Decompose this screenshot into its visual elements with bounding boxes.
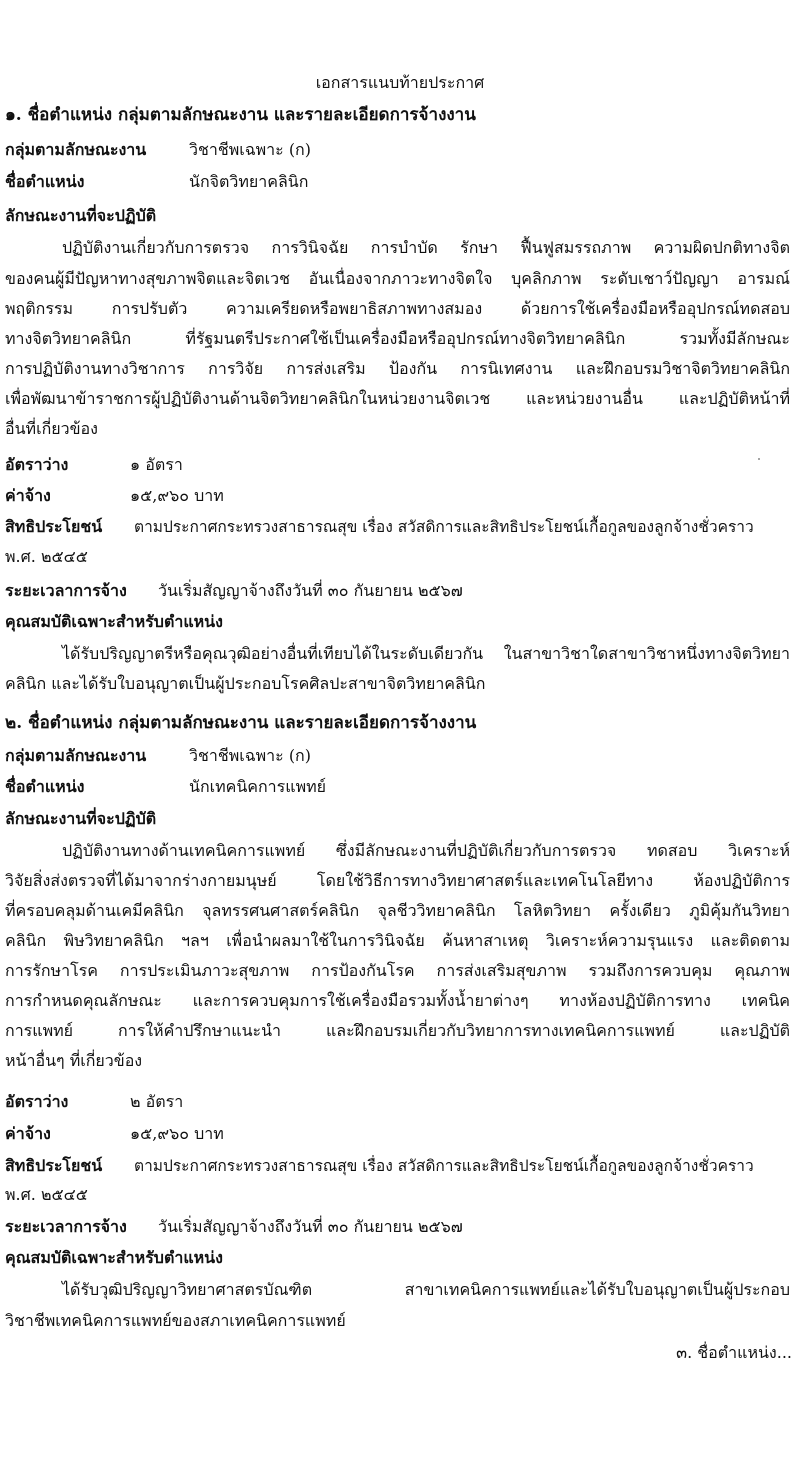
section-2-duties-label: ลักษณะงานที่จะปฏิบัติ [5, 809, 157, 828]
section-1-benefit-year: พ.ศ. ๒๕๔๕ [5, 547, 88, 566]
section-1-group-label: กลุ่มตามลักษณะงาน [5, 140, 147, 159]
section-2-duties-line: วิจัยสิ่งส่งตรวจที่ได้มาจากร่างกายมนุษย์ โดยใช้วิธีการทางวิทยาศาสตร์และเทคโนโลยีทาง ห้องปฏิบัติการ [5, 871, 790, 890]
section-1-wage-label: ค่าจ้าง [5, 486, 51, 505]
section-2-duties-line: การรักษาโรค การประเมินภาวะสุขภาพ การป้องกันโรค การส่งเสริมสุขภาพ รวมถึงการควบคุม คุณภาพ [5, 961, 790, 980]
section-1-qualification-line: ได้รับปริญญาตรีหรือคุณวุฒิอย่างอื่นที่เทียบได้ในระดับเดียวกัน ในสาขาวิชาใดสาขาวิชาหนึ่งทางจิตวิทยา [62, 644, 790, 663]
section-1-duties-line: อื่นที่เกี่ยวข้อง [5, 419, 98, 438]
section-1-duties-line: พฤติกรรม การปรับตัว ความเครียดหรือพยาธิสภาพทางสมอง ด้วยการใช้เครื่องมือหรืออุปกรณ์ทดสอบ [5, 299, 790, 318]
section-1-qualification-label: คุณสมบัติเฉพาะสำหรับตำแหน่ง [5, 612, 223, 631]
section-2-qualification-line: วิชาชีพเทคนิคการแพทย์ของสภาเทคนิคการแพทย์ [5, 1311, 346, 1330]
section-1-qualification-line: คลินิก และได้รับใบอนุญาตเป็นผู้ประกอบโรคศิลปะสาขาจิตวิทยาคลินิก [5, 674, 486, 693]
section-1-position-value: นักจิตวิทยาคลินิก [189, 172, 309, 191]
section-2-period-label: ระยะเวลาการจ้าง [5, 1217, 127, 1236]
section-2-position-value: นักเทคนิคการแพทย์ [189, 777, 327, 796]
section-1-group-value: วิชาชีพเฉพาะ (ก) [189, 140, 311, 159]
section-1-position-label: ชื่อตำแหน่ง [5, 172, 85, 191]
section-2-heading: ๒. ชื่อตำแหน่ง กลุ่มตามลักษณะงาน และรายละเอียดการจ้างงาน [5, 713, 477, 733]
section-1-duties-line: ทางจิตวิทยาคลินิก ที่รัฐมนตรีประกาศใช้เป็นเครื่องมือหรืออุปกรณ์ทางจิตวิทยาคลินิก รวมทั้งมีลักษณะ [5, 329, 790, 348]
section-1-duties-line: ปฏิบัติงานเกี่ยวกับการตรวจ การวินิจฉัย การบำบัด รักษา ฟื้นฟูสมรรถภาพ ความผิดปกติทางจิต [62, 238, 790, 257]
section-1-duties-line: เพื่อพัฒนาข้าราชการผู้ปฏิบัติงานด้านจิตวิทยาคลินิกในหน่วยงานจิตเวช และหน่วยงานอื่น และปฏิบัติหน้าที่ [5, 389, 790, 408]
section-2-period-value: วันเริ่มสัญญาจ้างถึงวันที่ ๓๐ กันยายน ๒๕๖๗ [158, 1217, 463, 1236]
section-2-qualification-label: คุณสมบัติเฉพาะสำหรับตำแหน่ง [5, 1248, 223, 1267]
section-2-wage-value: ๑๕,๙๖๐ บาท [130, 1124, 224, 1143]
section-1-vacancy-label: อัตราว่าง [5, 455, 69, 474]
document-title: เอกสารแนบท้ายประกาศ [315, 73, 485, 92]
section-1-benefit-label: สิทธิประโยชน์ [5, 517, 103, 536]
section-1-wage-value: ๑๕,๙๖๐ บาท [130, 486, 224, 505]
section-2-benefit-text: ตามประกาศกระทรวงสาธารณสุข เรื่อง สวัสดิการและสิทธิประโยชน์เกื้อกูลของลูกจ้างชั่วคราว [134, 1157, 754, 1175]
section-2-vacancy-label: อัตราว่าง [5, 1092, 69, 1111]
section-1-duties-line: ของคนผู้มีปัญหาทางสุขภาพจิตและจิตเวช อันเนื่องจากภาวะทางจิตใจ บุคลิกภาพ ระดับเชาว์ปัญญา อารมณ์ [5, 269, 790, 288]
section-2-duties-line: ปฏิบัติงานทางด้านเทคนิคการแพทย์ ซึ่งมีลักษณะงานที่ปฏิบัติเกี่ยวกับการตรวจ ทดสอบ วิเคราะห์ [62, 841, 790, 860]
section-2-group-label: กลุ่มตามลักษณะงาน [5, 746, 147, 765]
section-1-period-value: วันเริ่มสัญญาจ้างถึงวันที่ ๓๐ กันยายน ๒๕๖๗ [158, 581, 463, 600]
section-2-wage-label: ค่าจ้าง [5, 1124, 51, 1143]
section-2-duties-line: การแพทย์ การให้คำปรึกษาแนะนำ และฝึกอบรมเกี่ยวกับวิทยาการทางเทคนิคการแพทย์ และปฏิบัติ [5, 1021, 790, 1040]
section-2-group-value: วิชาชีพเฉพาะ (ก) [189, 746, 311, 765]
section-2-duties-line: ที่ครอบคลุมด้านเคมีคลินิก จุลทรรศนศาสตร์คลินิก จุลชีววิทยาคลินิก โลหิตวิทยา ครั้งเดียว ภูมิคุ้มกันวิทยา [5, 901, 790, 920]
section-1-vacancy-value: ๑ อัตรา [130, 455, 183, 474]
section-2-duties-line: การกำหนดคุณลักษณะ และการควบคุมการใช้เครื่องมือรวมทั้งน้ำยาต่างๆ ทางห้องปฏิบัติการทาง เทคนิค [5, 991, 790, 1010]
section-2-duties-line: คลินิก พิษวิทยาคลินิก ฯลฯ เพื่อนำผลมาใช้ในการวินิจฉัย ค้นหาสาเหตุ วิเคราะห์ความรุนแรง และติดตาม [5, 931, 790, 950]
section-1-duties-line: การปฏิบัติงานทางวิชาการ การวิจัย การส่งเสริม ป้องกัน การนิเทศงาน และฝึกอบรมวิชาจิตวิทยาคลินิก [5, 359, 790, 378]
section-2-qualification-line: ได้รับวุฒิปริญญาวิทยาศาสตรบัณฑิต สาขาเทคนิคการแพทย์และได้รับใบอนุญาตเป็นผู้ประกอบ [62, 1280, 790, 1299]
section-1-duties-label: ลักษณะงานที่จะปฏิบัติ [5, 206, 157, 225]
section-2-benefit-year: พ.ศ. ๒๕๔๕ [5, 1185, 88, 1204]
section-1-period-label: ระยะเวลาการจ้าง [5, 581, 127, 600]
section-2-vacancy-value: ๒ อัตรา [130, 1092, 184, 1111]
continuation-note: ๓. ชื่อตำแหน่ง... [676, 1343, 792, 1362]
section-2-duties-line: หน้าอื่นๆ ที่เกี่ยวข้อง [5, 1051, 143, 1070]
section-1-heading: ๑. ชื่อตำแหน่ง กลุ่มตามลักษณะงาน และรายละเอียดการจ้างงาน [5, 105, 476, 125]
section-2-benefit-label: สิทธิประโยชน์ [5, 1156, 103, 1175]
section-1-benefit-text: ตามประกาศกระทรวงสาธารณสุข เรื่อง สวัสดิการและสิทธิประโยชน์เกื้อกูลของลูกจ้างชั่วคราว [134, 518, 754, 536]
scan-speck [758, 458, 760, 460]
section-2-position-label: ชื่อตำแหน่ง [5, 777, 85, 796]
